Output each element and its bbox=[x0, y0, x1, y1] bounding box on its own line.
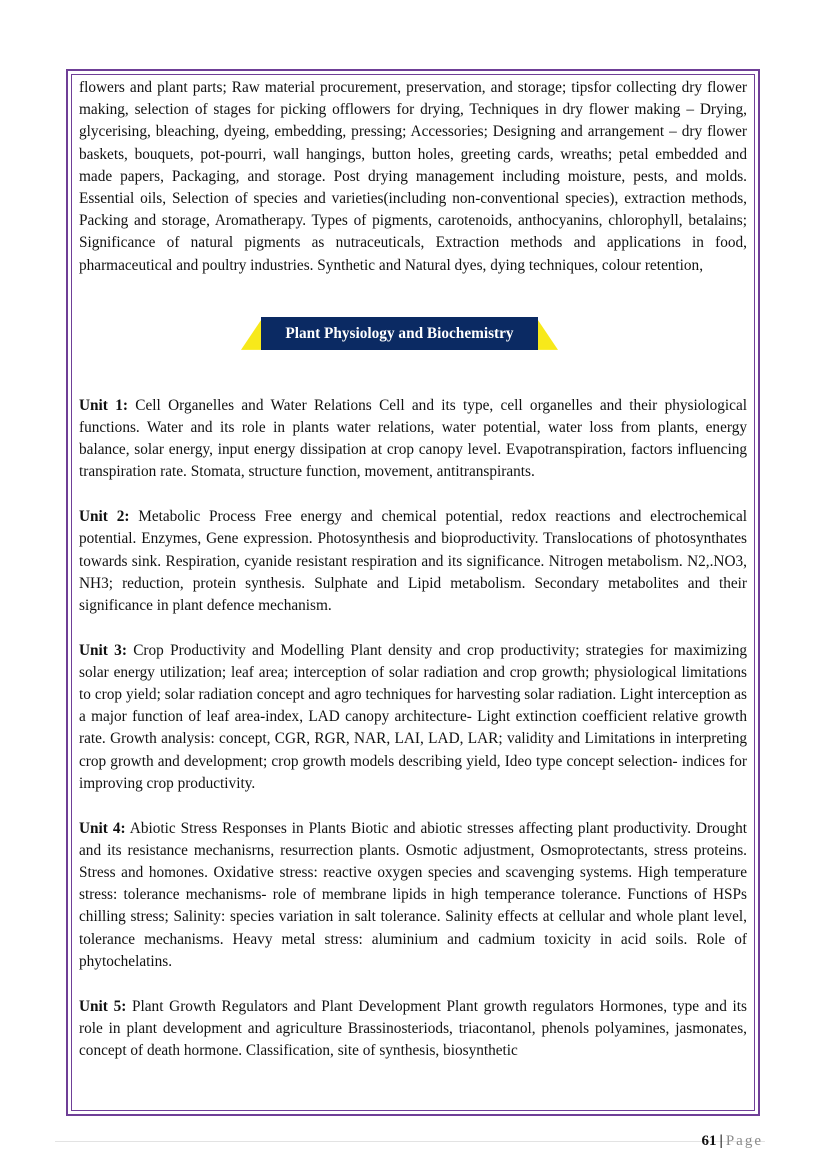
unit-label: Unit 3: bbox=[79, 641, 127, 659]
page-content bbox=[79, 77, 747, 1062]
intro-paragraph: flowers and plant parts; Raw material procurement, preservation, and storage; tipsfor collecting dry flower making, selection of stages for picking offlowers for drying, Techniques in dry flower making – Drying, glycerising, bleaching, dyeing, embedding, pressing; Accessories; Designing and arrangement – dry flower baskets, bouquets, pot-pourri, wall hangings, button holes, greeting cards, wreaths; petal embedded and made papers, Packaging, and storage. Post drying management including moisture, pests, and molds. Essential oils, Selection of species and varieties(including non-conventional species), extraction methods, Packing and storage, Aromatherapy. Types of pigments, carotenoids, anthocyanins, chlorophyll, betalains; Significance of natural pigments as nutraceuticals, Extraction methods and applications in food, pharmaceutical and poultry industries. Synthetic and Natural dyes, dying techniques, colour retention, bbox=[79, 79, 747, 274]
section-banner bbox=[79, 317, 747, 350]
footer-separator: | bbox=[719, 1133, 723, 1149]
footer-divider bbox=[55, 1141, 765, 1142]
unit-text: Plant Growth Regulators and Plant Development Plant growth regulators Hormones, type and its role in plant development and agriculture Brassinosteriods, triacontanol, phenols polyamines, jasmonates, concept of death hormone. Classification, site of synthesis, biosynthetic bbox=[79, 997, 747, 1059]
page-footer bbox=[702, 1132, 763, 1150]
unit-label: Unit 5: bbox=[79, 997, 127, 1015]
unit-label: Unit 1: bbox=[79, 396, 128, 414]
section-title: Plant Physiology and Biochemistry bbox=[261, 317, 538, 350]
unit-text: Cell Organelles and Water Relations Cell and its type, cell organelles and their physiological functions. Water and its role in plants water relations, water potential, water loss from plants, energy balance, solar energy, input energy dissipation at crop canopy level. Evapotranspiration, factors influencing transpiration rate. Stomata, structure function, movement, antitranspirants. bbox=[79, 396, 748, 481]
unit-2-paragraph bbox=[79, 506, 747, 617]
unit-text: Abiotic Stress Responses in Plants Biotic and abiotic stresses affecting plant productivity. Drought and its resistance mechanisrns, resurrection plants. Osmotic adjustment, Osmoprotectants, stress proteins. Stress and homones. Oxidative stress: reactive oxygen species and scavenging systems. High temperature stress: tolerance mechanisms- role of membrane lipids in high temperance tolerance. Functions of HSPs chilling stress; Salinity: species variation in salt tolerance. Salinity effects at cellular and whole plant level, tolerance mechanisms. Heavy metal stress: aluminium and cadmium toxicity in acid soils. Role of phytochelatins. bbox=[79, 819, 748, 970]
unit-label: Unit 2: bbox=[79, 508, 130, 526]
unit-text: Crop Productivity and Modelling Plant density and crop productivity; strategies for maximizing solar energy utilization; leaf area; interception of solar radiation and crop growth; physiological limitations to crop yield; solar radiation concept and agro techniques for harvesting solar radiation. Light interception as a major function of leaf area-index, LAD canopy architecture- Light extinction coefficient relative growth rate. Growth analysis: concept, CGR, RGR, NAR, LAI, LAD, LAR; validity and Limitations in interpreting crop growth and development; crop growth models describing yield, Ideo type concept selection- indices for improving crop productivity. bbox=[79, 641, 747, 792]
unit-4-paragraph bbox=[79, 818, 747, 973]
unit-1-paragraph bbox=[79, 395, 747, 484]
unit-text: Metabolic Process Free energy and chemical potential, redox reactions and electrochemical potential. Enzymes, Gene expression. Photosynthesis and bioproductivity. Translocations of photosynthates towards sink. Respiration, cyanide resistant respiration and its significance. Nitrogen metabolism. N2,.NO3, NH3; reduction, protein synthesis. Sulphate and Lipid metabolism. Secondary metabolites and their significance in plant defence mechanism. bbox=[79, 508, 747, 614]
page-number: 61 bbox=[701, 1133, 717, 1149]
unit-label: Unit 4: bbox=[79, 819, 126, 837]
unit-3-paragraph bbox=[79, 640, 747, 795]
unit-5-paragraph bbox=[79, 996, 747, 1063]
page-word: Page bbox=[725, 1133, 763, 1149]
